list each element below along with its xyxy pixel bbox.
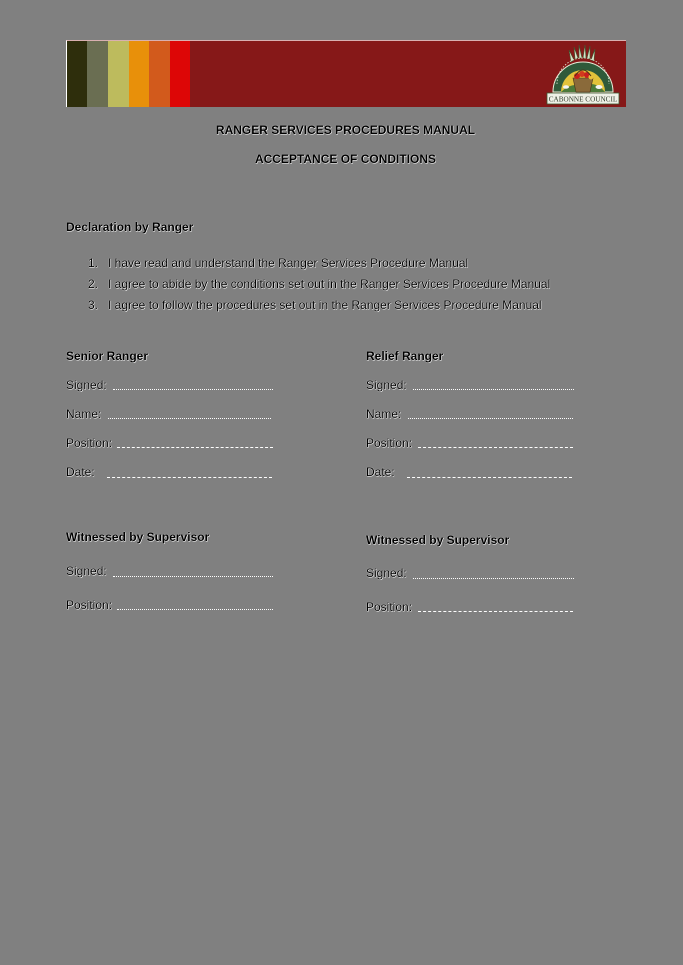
name-label: Name:: [66, 407, 102, 421]
color-stripe-2: [87, 41, 108, 107]
name-field[interactable]: [408, 418, 573, 419]
position-label: Position:: [366, 600, 413, 614]
position-label: Position:: [66, 436, 113, 450]
declaration-heading: Declaration by Ranger: [66, 220, 194, 234]
witness-heading: Witnessed by Supervisor: [366, 533, 510, 547]
document-subtitle: ACCEPTANCE OF CONDITIONS: [254, 152, 437, 166]
color-stripe-3: [108, 41, 129, 107]
color-stripe-5: [149, 41, 170, 107]
position-field[interactable]: [418, 447, 573, 448]
relief-ranger-heading: Relief Ranger: [366, 349, 444, 363]
color-stripe-6: [170, 41, 190, 107]
name-field[interactable]: [108, 418, 271, 419]
council-crest-icon: [545, 44, 621, 106]
position-field[interactable]: [117, 447, 273, 448]
list-text: I have read and understand the Ranger Services Procedure Manual: [108, 256, 469, 270]
list-number: 3.: [87, 298, 98, 312]
position-label: Position:: [366, 436, 413, 450]
date-label: Date:: [366, 465, 395, 479]
witness-heading: Witnessed by Supervisor: [66, 530, 210, 544]
svg-text:CABONNE COUNCIL: CABONNE COUNCIL: [548, 95, 618, 104]
signed-label: Signed:: [366, 378, 407, 392]
date-label: Date:: [66, 465, 95, 479]
list-number: 2.: [87, 277, 98, 291]
signed-field[interactable]: [113, 576, 273, 577]
color-stripe-4: [129, 41, 149, 107]
position-field[interactable]: [117, 609, 273, 610]
council-logo: [545, 44, 621, 106]
header-banner: [66, 40, 626, 107]
date-field[interactable]: [107, 477, 272, 478]
date-field[interactable]: [407, 477, 572, 478]
signed-field[interactable]: [413, 578, 574, 579]
name-label: Name:: [366, 407, 402, 421]
document-title: RANGER SERVICES PROCEDURES MANUAL: [215, 123, 476, 137]
signed-label: Signed:: [366, 566, 407, 580]
list-text: I agree to abide by the conditions set out in the Ranger Services Procedure Manual: [108, 277, 551, 291]
signed-label: Signed:: [66, 564, 107, 578]
position-label: Position:: [66, 598, 113, 612]
list-text: I agree to follow the procedures set out in the Ranger Services Procedure Manual: [108, 298, 542, 312]
list-number: 1.: [87, 256, 98, 270]
senior-ranger-heading: Senior Ranger: [66, 349, 149, 363]
position-field[interactable]: [418, 611, 573, 612]
signed-field[interactable]: [413, 389, 574, 390]
color-stripe-1: [67, 41, 87, 107]
signed-label: Signed:: [66, 378, 107, 392]
signed-field[interactable]: [113, 389, 273, 390]
